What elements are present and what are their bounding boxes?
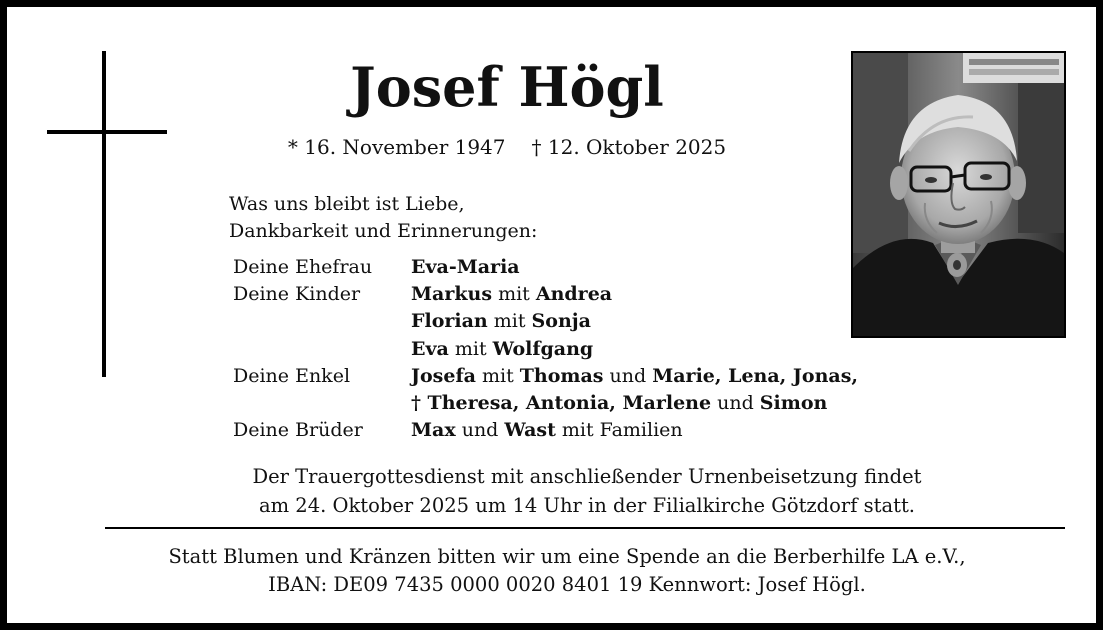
mourner-names: † Theresa, Antonia, Marlene und Simon xyxy=(411,392,828,415)
mourners-row-children-2 xyxy=(233,308,858,335)
death-date: † 12. Oktober 2025 xyxy=(531,135,727,159)
mourner-names: Max und Wast mit Familien xyxy=(411,419,683,442)
donation-request xyxy=(67,543,1067,599)
service-line-2: am 24. Oktober 2025 um 14 Uhr in der Filialkirche Götzdorf statt. xyxy=(258,494,915,517)
motto-line-2: Dankbarkeit und Erinnerungen: xyxy=(229,220,538,242)
service-announcement xyxy=(137,462,1037,520)
mourner-names: Josefa mit Thomas und Marie, Lena, Jonas, xyxy=(411,364,859,387)
cross-vertical-bar xyxy=(102,51,106,377)
portrait-photo xyxy=(851,51,1066,338)
donation-line-2: IBAN: DE09 7435 0000 0020 8401 19 Kennwort: Josef Högl. xyxy=(268,573,866,596)
birth-date: * 16. November 1947 xyxy=(287,135,506,159)
mourners-row-grandchildren-2 xyxy=(233,390,858,417)
mourners-row-spouse xyxy=(233,254,858,281)
relation-label: Deine Brüder xyxy=(233,419,363,442)
mourners-row-brothers xyxy=(233,417,858,444)
relation-label: Deine Kinder xyxy=(233,283,361,306)
mourner-names: Florian mit Sonja xyxy=(411,310,591,333)
life-dates xyxy=(227,133,787,161)
divider xyxy=(105,527,1065,529)
relation-label: Deine Enkel xyxy=(233,364,351,387)
motto-line-1: Was uns bleibt ist Liebe, xyxy=(229,193,465,215)
cross-horizontal-bar xyxy=(47,130,167,134)
mourners-row-children-3 xyxy=(233,336,858,363)
mourners-row-children xyxy=(233,281,858,308)
mourners-list xyxy=(233,254,858,444)
donation-line-1: Statt Blumen und Kränzen bitten wir um eine Spende an die Berberhilfe LA e.V., xyxy=(168,545,966,568)
motto xyxy=(229,191,537,245)
service-line-1: Der Trauergottesdienst mit anschließender Urnenbeisetzung findet xyxy=(252,465,922,488)
relation-label: Deine Ehefrau xyxy=(233,256,373,278)
mourners-row-grandchildren xyxy=(233,363,858,390)
mourner-names: Eva mit Wolfgang xyxy=(411,337,594,360)
mourner-names: Markus mit Andrea xyxy=(411,283,613,306)
mourner-names: Eva-Maria xyxy=(411,256,520,278)
deceased-name: Josef Högl xyxy=(350,55,664,119)
